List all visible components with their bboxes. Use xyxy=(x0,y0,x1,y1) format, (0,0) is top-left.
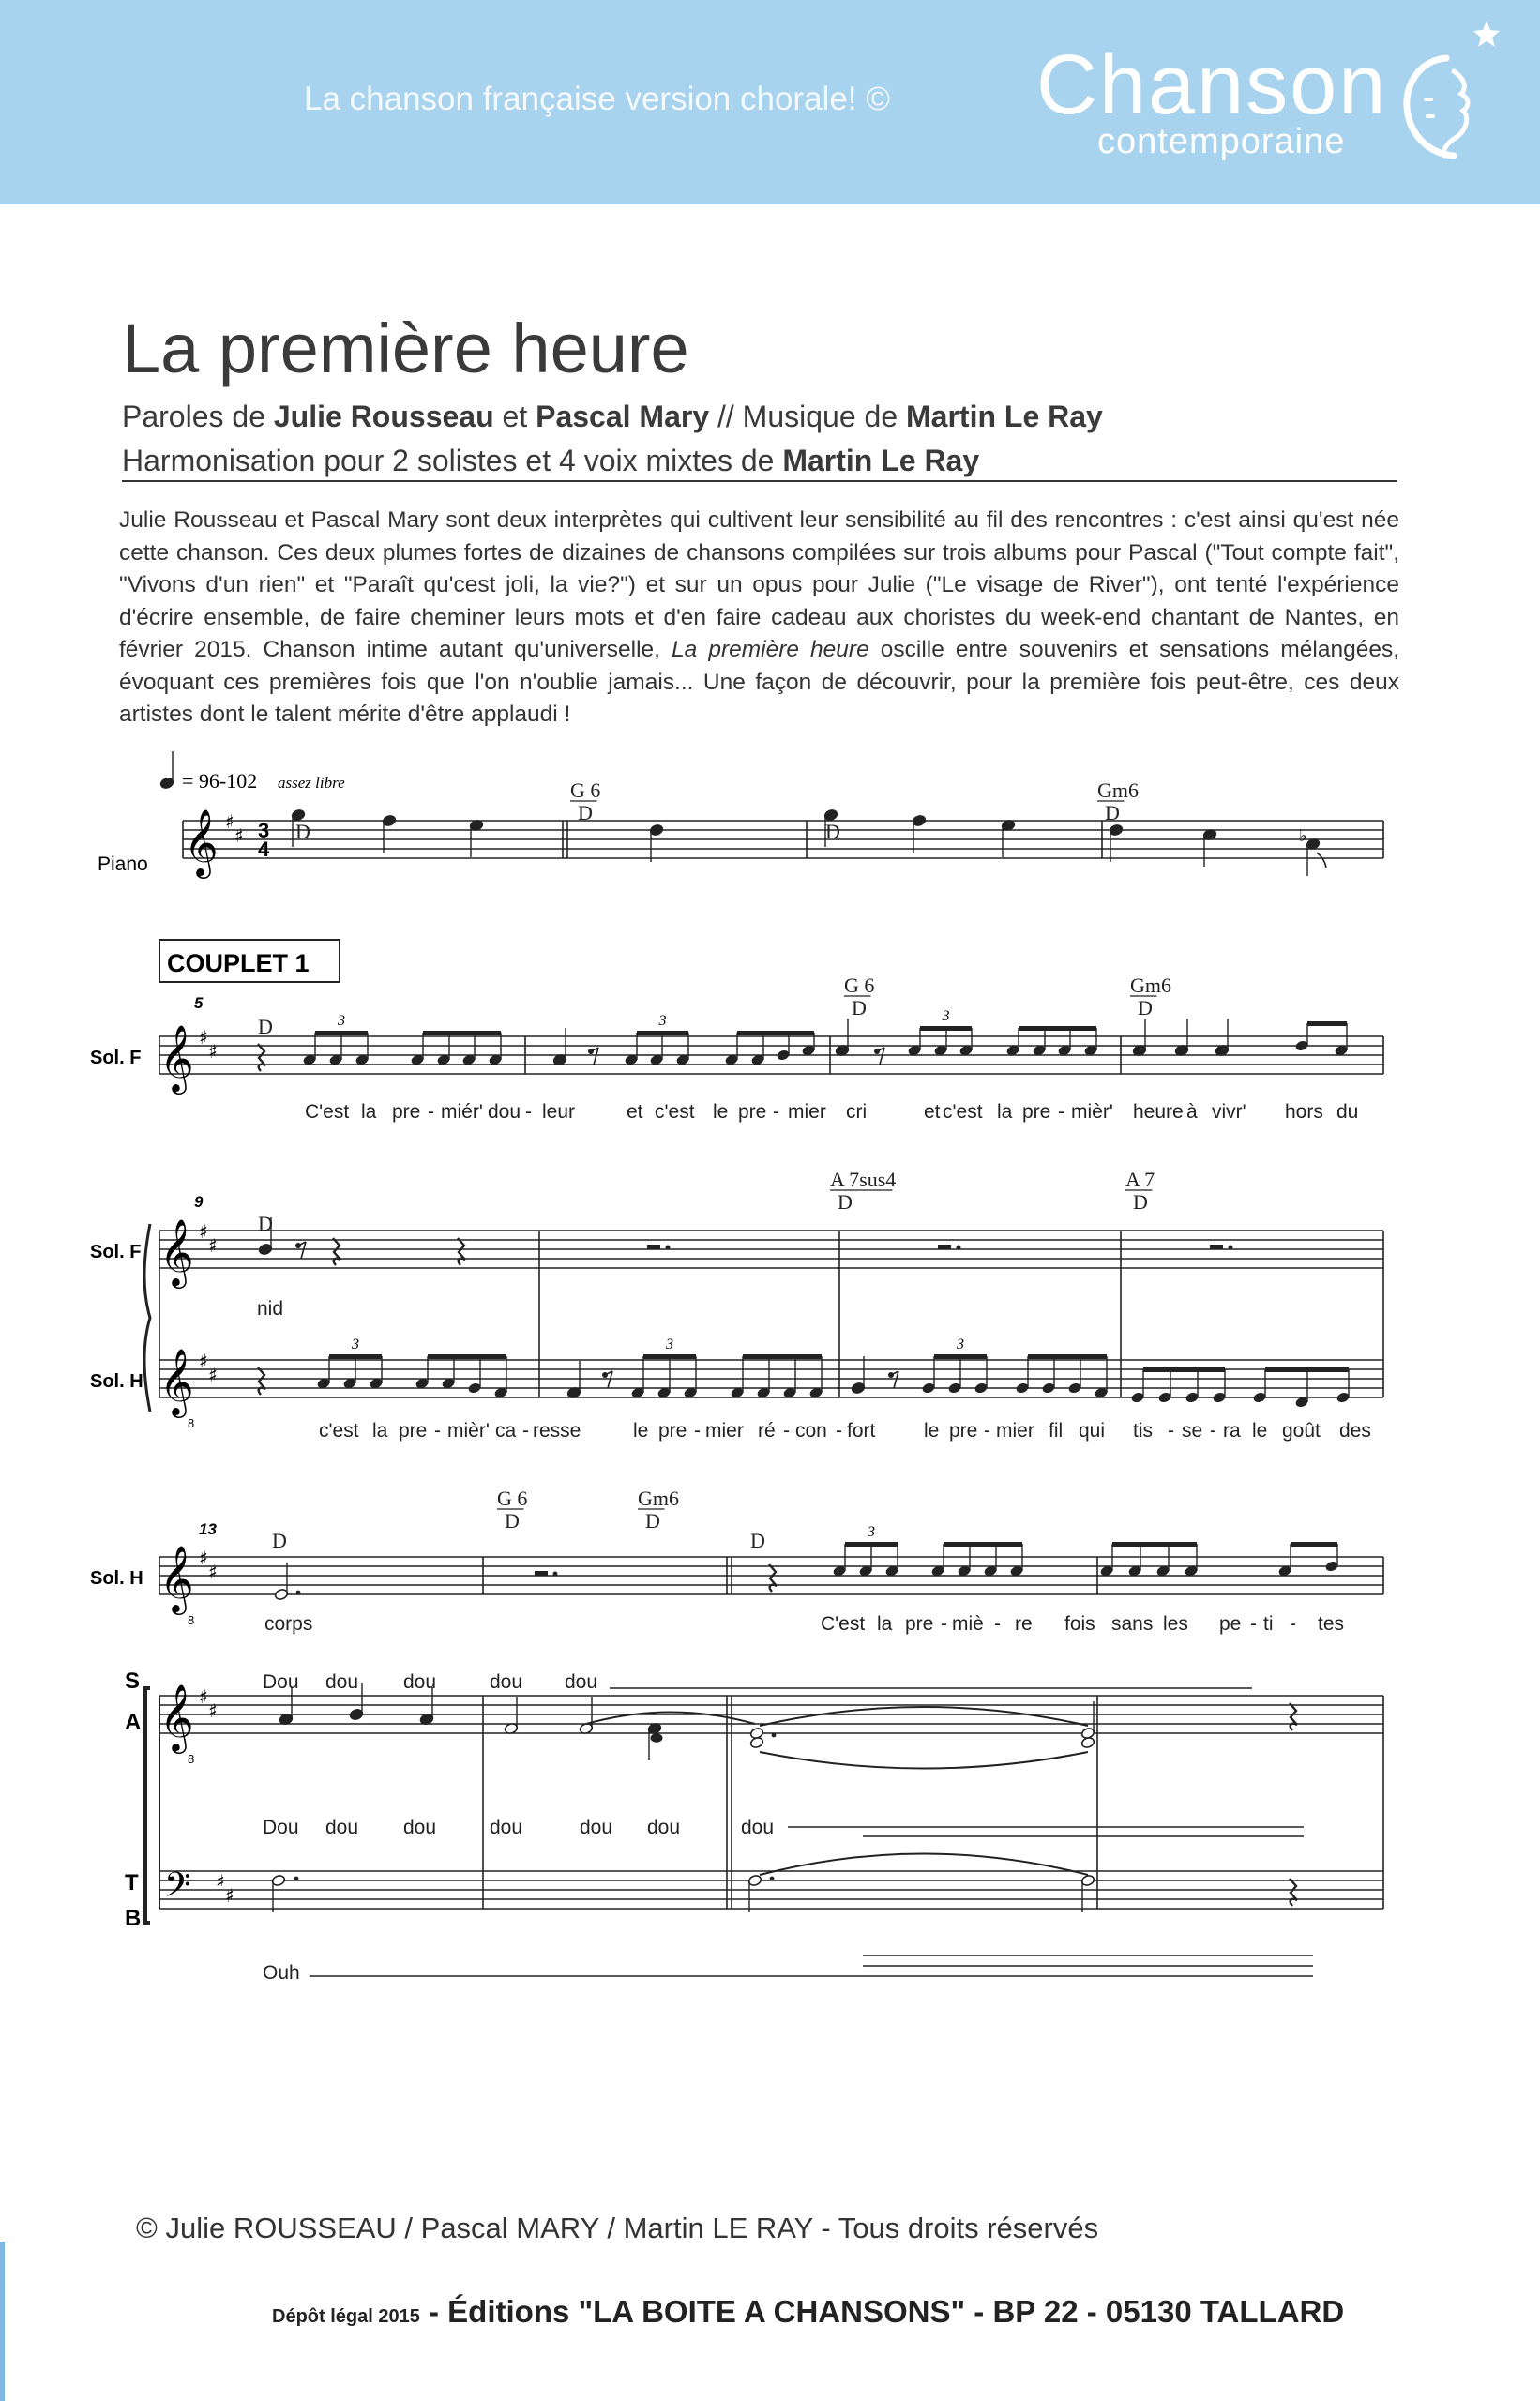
lyric: miè xyxy=(952,1613,984,1635)
lyric: les xyxy=(1163,1613,1188,1635)
soprano-label: S xyxy=(125,1669,141,1694)
lyric: le xyxy=(924,1420,940,1442)
tempo-note: assez libre xyxy=(278,774,345,792)
bass-clef-icon: 𝄢 xyxy=(164,1865,191,1913)
note-beam xyxy=(329,1354,382,1359)
lyric: heure xyxy=(1133,1101,1184,1123)
sol-f-chord-bass: D xyxy=(258,1015,273,1038)
lyric: pe xyxy=(1219,1613,1242,1635)
note-beam xyxy=(1291,1542,1337,1547)
sol-f-label: Sol. F xyxy=(90,1242,142,1262)
dot xyxy=(666,1246,671,1250)
dot xyxy=(553,1572,558,1577)
section-label: COUPLET 1 xyxy=(167,949,310,977)
lyric: - xyxy=(994,1613,1001,1635)
sharp-icon: ♯ xyxy=(199,1026,208,1049)
treble-clef-icon: 𝄞 xyxy=(159,1544,194,1612)
lyric: pre xyxy=(905,1613,934,1635)
note-beam xyxy=(1028,1354,1107,1359)
note-beam xyxy=(1019,1026,1096,1031)
piano-staff xyxy=(183,821,1383,858)
lyric: ra xyxy=(1223,1420,1241,1442)
alto-label: A xyxy=(125,1710,142,1735)
sharp-icon: ♯ xyxy=(208,1699,218,1722)
soprano-lyric: dou xyxy=(403,1671,437,1693)
lyric: le xyxy=(713,1101,729,1123)
triplet-mark: 3 xyxy=(666,1336,673,1352)
tenor-label: T xyxy=(125,1870,139,1895)
note-beam xyxy=(423,1031,501,1035)
lyric: la xyxy=(361,1101,377,1123)
lyric: - xyxy=(1168,1420,1174,1442)
sharp-icon: ♯ xyxy=(208,1234,218,1257)
tie xyxy=(760,1752,1088,1769)
alto-lyric: dou xyxy=(490,1817,523,1838)
sol-chord-bass: D xyxy=(838,1190,853,1214)
lyric: miér' xyxy=(441,1101,483,1123)
piano-label: Piano xyxy=(98,853,148,875)
sol-f-label: Sol. F xyxy=(90,1048,142,1068)
lyric: du xyxy=(1336,1101,1359,1123)
dot xyxy=(957,1246,961,1250)
lyric: c'est xyxy=(943,1101,983,1123)
piano-chord-bass: D xyxy=(825,820,840,843)
sol-f-chord-bass: D xyxy=(1138,996,1153,1019)
note-beam xyxy=(944,1542,1022,1547)
lyric: corps xyxy=(264,1613,313,1635)
piano-chord-top: Gm6 xyxy=(1097,778,1139,802)
lyric: hors xyxy=(1285,1101,1323,1123)
lyric: ti xyxy=(1263,1613,1274,1635)
note-beam xyxy=(743,1354,822,1359)
measure-number: 5 xyxy=(194,994,204,1012)
sol-f-chord-top: Gm6 xyxy=(1130,974,1171,997)
lyric: C'est xyxy=(305,1101,350,1123)
quarter-rest-icon xyxy=(333,1238,340,1265)
note-beam xyxy=(920,1026,972,1031)
sharp-icon: ♯ xyxy=(208,1040,218,1063)
lyric: la xyxy=(372,1420,388,1442)
lyric: - xyxy=(1210,1420,1216,1442)
soprano-alto-staff xyxy=(159,1696,1383,1733)
sharp-icon: ♯ xyxy=(216,1870,225,1893)
lyric: - xyxy=(773,1101,779,1123)
lyric: ca xyxy=(495,1420,517,1442)
note xyxy=(1080,1736,1095,1748)
dot xyxy=(772,1733,777,1738)
lyric: vivr' xyxy=(1212,1101,1246,1123)
quarter-rest-icon xyxy=(458,1238,465,1265)
lyric: qui xyxy=(1079,1420,1106,1442)
quarter-rest-icon xyxy=(769,1564,777,1592)
bass-label: B xyxy=(125,1906,142,1931)
time-signature: 3 xyxy=(258,819,270,842)
note-beam xyxy=(934,1354,987,1359)
sol-h-chord-bass: D xyxy=(750,1529,765,1552)
dot xyxy=(1229,1246,1233,1250)
note-beam xyxy=(737,1031,814,1035)
lyric: à xyxy=(1186,1101,1198,1123)
half-rest-icon xyxy=(647,1245,660,1249)
measure-number: 9 xyxy=(194,1193,204,1211)
note xyxy=(651,1733,663,1743)
lyric: la xyxy=(997,1101,1013,1123)
quarter-rest-icon xyxy=(1290,1703,1297,1730)
note-beam xyxy=(643,1354,696,1359)
alto-lyric: dou xyxy=(580,1817,613,1838)
sol-h-label: Sol. H xyxy=(90,1371,143,1392)
lyric: re xyxy=(1015,1613,1033,1635)
sol-h-chord-top: Gm6 xyxy=(638,1487,679,1510)
sharp-icon: ♯ xyxy=(208,1364,218,1386)
tenor-bass-lyric: Ouh xyxy=(263,1962,300,1984)
lyric: pre xyxy=(658,1420,687,1442)
lyric: leur xyxy=(542,1101,576,1123)
lyric: et xyxy=(627,1101,643,1123)
intro-paragraph: Julie Rousseau et Pascal Mary sont deux interprètes qui cultivent leur sensibilité au fil des rencontres : c'est ainsi qu'est née cette chanson. Ces deux plumes fortes de dizaines de chansons compilées sur trois albums pour Pascal ("Tout compte fait", "Vivons d'un rien" et "Paraît qu'cest joli, la vie?") et sur un opus pour Julie ("Le visage de River"), ont tenté l'expérience d'écrire ensemble, de faire cheminer leurs mots et d'en faire cadeau aux choristes du week-end chantant de Nantes, en février 2015. Chanson intime autant qu'universelle, La première heure oscille entre souvenirs et sensations mélangées, évoquant ces premières fois que l'on n'oublie jamais... Une façon de découvrir, pour la première fois peut-être, ces deux artistes dont le talent mérite d'être applaudi ! xyxy=(119,507,1399,727)
sharp-icon: ♯ xyxy=(225,1884,234,1907)
sol-chord-bass: D xyxy=(258,1212,273,1235)
sharp-icon: ♯ xyxy=(208,1561,218,1583)
lyric: se xyxy=(1182,1420,1203,1442)
alto-lyric: dou xyxy=(647,1817,681,1838)
note-flag xyxy=(1317,853,1326,868)
piano-chord-bass: D xyxy=(295,820,310,843)
lyric: - xyxy=(941,1613,947,1635)
lyric: - xyxy=(522,1420,529,1442)
lyric: des xyxy=(1339,1420,1371,1442)
lyric: c'est xyxy=(655,1101,695,1123)
lyric: le xyxy=(1252,1420,1268,1442)
edge-mark xyxy=(0,2242,5,2401)
triplet-mark: 3 xyxy=(338,1013,345,1029)
dot xyxy=(770,1877,775,1881)
lyric: - xyxy=(428,1101,434,1123)
lyric: sans xyxy=(1111,1613,1154,1635)
lyric: mièr' xyxy=(447,1420,490,1442)
note-beam xyxy=(1265,1367,1349,1372)
dot xyxy=(296,1591,301,1595)
treble-clef-icon: 𝄞 xyxy=(159,1217,194,1286)
brand-name: Chanson xyxy=(1036,38,1388,132)
sharp-icon: ♯ xyxy=(225,810,234,833)
lyric: nid xyxy=(257,1298,284,1320)
lyric: et xyxy=(924,1101,941,1123)
piano-chord-bass: D xyxy=(1105,801,1120,824)
note-beam xyxy=(845,1542,898,1547)
measure-number: 13 xyxy=(199,1520,217,1538)
sol-h-label: Sol. H xyxy=(90,1568,143,1589)
lyric: pre xyxy=(738,1101,767,1123)
sol-f-chord-bass: D xyxy=(852,996,867,1019)
dot xyxy=(294,1877,299,1881)
soprano-lyric: dou xyxy=(490,1671,523,1693)
sol-h-chord-top: G 6 xyxy=(497,1487,528,1510)
copyright-notice: © Julie ROUSSEAU / Pascal MARY / Martin LE RAY - Tous droits réservés xyxy=(136,2212,1099,2244)
triplet-mark: 3 xyxy=(942,1008,950,1024)
system-brace xyxy=(144,1224,150,1412)
choir-bracket xyxy=(145,1688,150,1923)
piano-chord-bass: D xyxy=(578,801,593,824)
half-rest-icon xyxy=(1210,1245,1223,1249)
sol-chord-bass: D xyxy=(1133,1190,1148,1214)
lyric: la xyxy=(877,1613,893,1635)
tie xyxy=(760,1707,1088,1726)
lyric: mièr' xyxy=(1071,1101,1113,1123)
tempo-marking: = 96-102 xyxy=(182,769,258,793)
treble-clef-icon: 𝄞 xyxy=(159,1023,194,1092)
sol-chord-top: A 7sus4 xyxy=(830,1168,897,1191)
banner-tagline: La chanson française version chorale! © xyxy=(304,81,891,117)
note-beam xyxy=(637,1031,688,1035)
note xyxy=(749,1736,763,1748)
quarter-rest-icon xyxy=(258,1367,265,1395)
lyric: pre xyxy=(392,1101,421,1123)
sol-chord-top: A 7 xyxy=(1125,1168,1155,1191)
sharp-icon: ♯ xyxy=(199,1547,208,1569)
lyric: - xyxy=(836,1420,842,1442)
soprano-lyric: Dou xyxy=(263,1671,299,1693)
time-signature: 4 xyxy=(258,838,270,861)
soprano-lyric: dou xyxy=(325,1671,359,1693)
lyric: mier xyxy=(705,1420,744,1442)
sharp-icon: ♯ xyxy=(234,824,244,847)
lyric: - xyxy=(783,1420,790,1442)
triplet-mark: 3 xyxy=(352,1336,359,1352)
lyric: - xyxy=(694,1420,701,1442)
sol-h-staff xyxy=(159,1360,1383,1397)
lyric: fil xyxy=(1049,1420,1064,1442)
lyric: tis xyxy=(1133,1420,1153,1442)
alto-lyric: Dou xyxy=(263,1817,299,1838)
triplet-mark: 3 xyxy=(868,1524,875,1540)
soprano-lyric: dou xyxy=(565,1671,598,1693)
sharp-icon: ♯ xyxy=(199,1685,208,1708)
sol-h-chord-bass: D xyxy=(505,1509,520,1533)
lyric: mier xyxy=(996,1420,1034,1442)
alto-lyric: dou xyxy=(741,1817,775,1838)
lyric: pre xyxy=(1022,1101,1051,1123)
lyric: - xyxy=(1058,1101,1064,1123)
lyric: ré xyxy=(758,1420,776,1442)
brand-subtitle: contemporaine xyxy=(1097,122,1346,161)
note-beam xyxy=(1143,1367,1225,1372)
lyric: - xyxy=(434,1420,441,1442)
alto-lyric: dou xyxy=(403,1817,437,1838)
quarter-rest-icon xyxy=(1290,1879,1297,1906)
octave-mark: 8 xyxy=(188,1613,195,1627)
triplet-mark: 3 xyxy=(658,1013,667,1029)
lyric: pre xyxy=(399,1420,428,1442)
arrangement-line: Harmonisation pour 2 solistes et 4 voix mixtes de Martin Le Ray xyxy=(122,444,980,477)
note-beam xyxy=(315,1031,368,1035)
sharp-icon: ♯ xyxy=(199,1220,208,1243)
lyric: fort xyxy=(847,1420,876,1442)
treble-clef-icon: 𝄞 xyxy=(159,1683,194,1751)
piano-chord-top: G 6 xyxy=(570,778,601,802)
octave-mark: 8 xyxy=(188,1416,195,1430)
lyric: - xyxy=(1250,1613,1257,1635)
sharp-icon: ♯ xyxy=(199,1350,208,1372)
publisher-line: Dépôt légal 2015 - Éditions "LA BOITE A CHANSONS" - BP 22 - 05130 TALLARD xyxy=(272,2294,1345,2329)
note-beam xyxy=(428,1354,506,1359)
lyric: fois xyxy=(1064,1613,1095,1635)
lyric: - xyxy=(525,1101,532,1123)
song-title: La première heure xyxy=(122,310,689,387)
sol-f-chord-top: G 6 xyxy=(844,974,875,997)
note-beam xyxy=(1112,1542,1197,1547)
lyric: goût xyxy=(1282,1420,1321,1442)
sol-f-staff xyxy=(159,1231,1383,1268)
score-text xyxy=(90,769,1371,1984)
credits-line: Paroles de Julie Rousseau et Pascal Mary // Musique de Martin Le Ray xyxy=(122,400,1103,433)
lyric: mier xyxy=(788,1101,826,1123)
lyric: - xyxy=(1290,1613,1296,1635)
triplet-mark: 3 xyxy=(957,1336,964,1352)
treble-clef-icon: 𝄞 xyxy=(184,808,219,876)
alto-lyric: dou xyxy=(325,1817,359,1838)
octave-mark: 8 xyxy=(188,1752,195,1766)
sol-h-chord-bass: D xyxy=(645,1509,660,1533)
sol-f-staff xyxy=(159,1036,1383,1074)
treble-clef-icon: 𝄞 xyxy=(159,1347,194,1415)
lyric: le xyxy=(633,1420,649,1442)
lyric: pre xyxy=(949,1420,978,1442)
notes xyxy=(159,751,1350,1912)
lyric: dou xyxy=(488,1101,521,1123)
lyric: con xyxy=(795,1420,827,1442)
lyric: cri xyxy=(846,1101,868,1123)
note-beam xyxy=(1307,1021,1347,1026)
half-rest-icon xyxy=(938,1245,951,1249)
lyric: tes xyxy=(1318,1613,1345,1635)
flat-icon: ♭ xyxy=(1299,826,1307,845)
lyric: - xyxy=(984,1420,990,1442)
half-rest-icon xyxy=(535,1571,548,1576)
lyric: C'est xyxy=(821,1613,866,1635)
lyric: resse xyxy=(533,1420,581,1442)
quarter-rest-icon xyxy=(258,1044,265,1071)
sol-h-chord-bass: D xyxy=(272,1529,287,1552)
lyric: c'est xyxy=(319,1420,359,1442)
